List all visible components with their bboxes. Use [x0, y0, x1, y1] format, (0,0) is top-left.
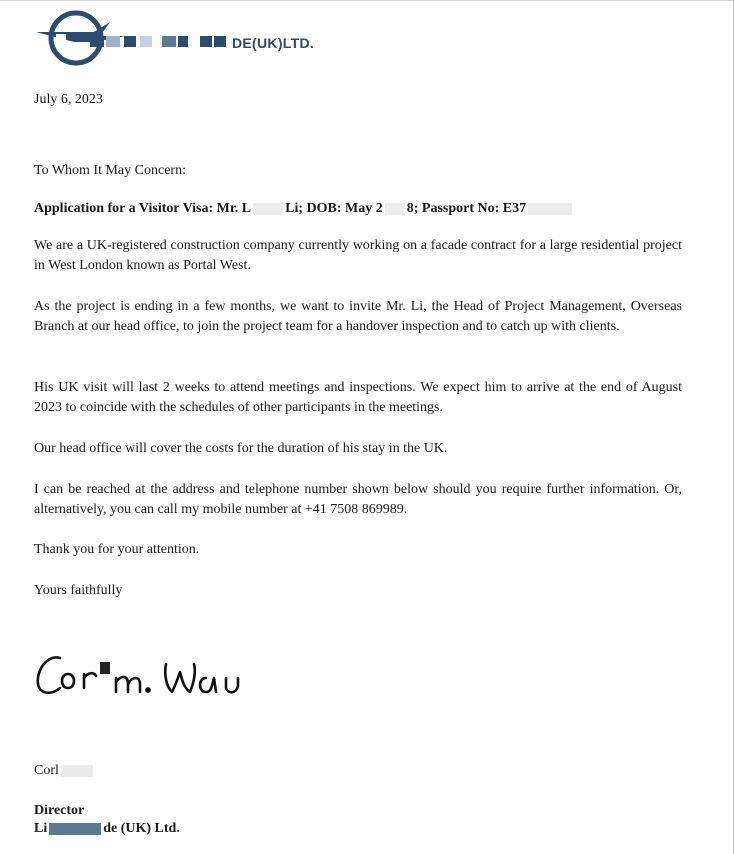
company-name-fragment: DE(UK)LTD.: [232, 35, 315, 51]
closing: Yours faithfully: [34, 583, 123, 598]
redacted-company-name-footer: [49, 823, 101, 835]
subject-part-2: Li; DOB: May 2: [285, 201, 383, 216]
signer-name: [34, 761, 95, 781]
paragraph-company-intro: We are a UK-registered construction company currently working on a facade contract for a large residential project in West London known as Portal West.: [34, 238, 682, 273]
paragraph-invitation: As the project is ending in a few months, we want to invite Mr. Li, the Head of Project Management, Overseas Branch at our head office, to join the project team for a handover inspection and to catch up with clients.: [34, 299, 682, 334]
handwritten-signature: [30, 640, 260, 710]
redacted-dob: [385, 203, 405, 215]
paragraph-visit-details: His UK visit will last 2 weeks to attend meetings and inspections. We expect him to arrive at the end of August 2023 to coincide with the schedules of other participants in the meetings.: [34, 380, 682, 415]
signer-company: [34, 819, 180, 839]
subject-part-3: 8; Passport No: E37: [406, 201, 527, 216]
letter-date: July 6, 2023: [34, 92, 103, 107]
paragraph-thanks: Thank you for your attention.: [34, 542, 200, 557]
signer-name-fragment: Corl: [34, 763, 59, 778]
subject-line: [34, 199, 574, 219]
redacted-company-name: [90, 36, 230, 47]
signer-company-part-2: de (UK) Ltd.: [103, 821, 180, 836]
signer-company-part-1: Li: [34, 821, 48, 836]
salutation: To Whom It May Concern:: [34, 163, 186, 178]
redacted-signer-surname: [61, 765, 93, 777]
redacted-passport: [528, 203, 572, 215]
subject-part-1: Application for a Visitor Visa: Mr. L: [34, 201, 252, 216]
redacted-name: [253, 203, 283, 215]
letterhead: [34, 8, 354, 68]
paragraph-costs: Our head office will cover the costs for the duration of his stay in the UK.: [34, 441, 448, 456]
paragraph-contact: I can be reached at the address and telephone number shown below should you require further information. Or, alternatively, you can call my mobile number at +41 7508 869989.: [34, 482, 682, 517]
signer-title: Director: [34, 803, 85, 818]
